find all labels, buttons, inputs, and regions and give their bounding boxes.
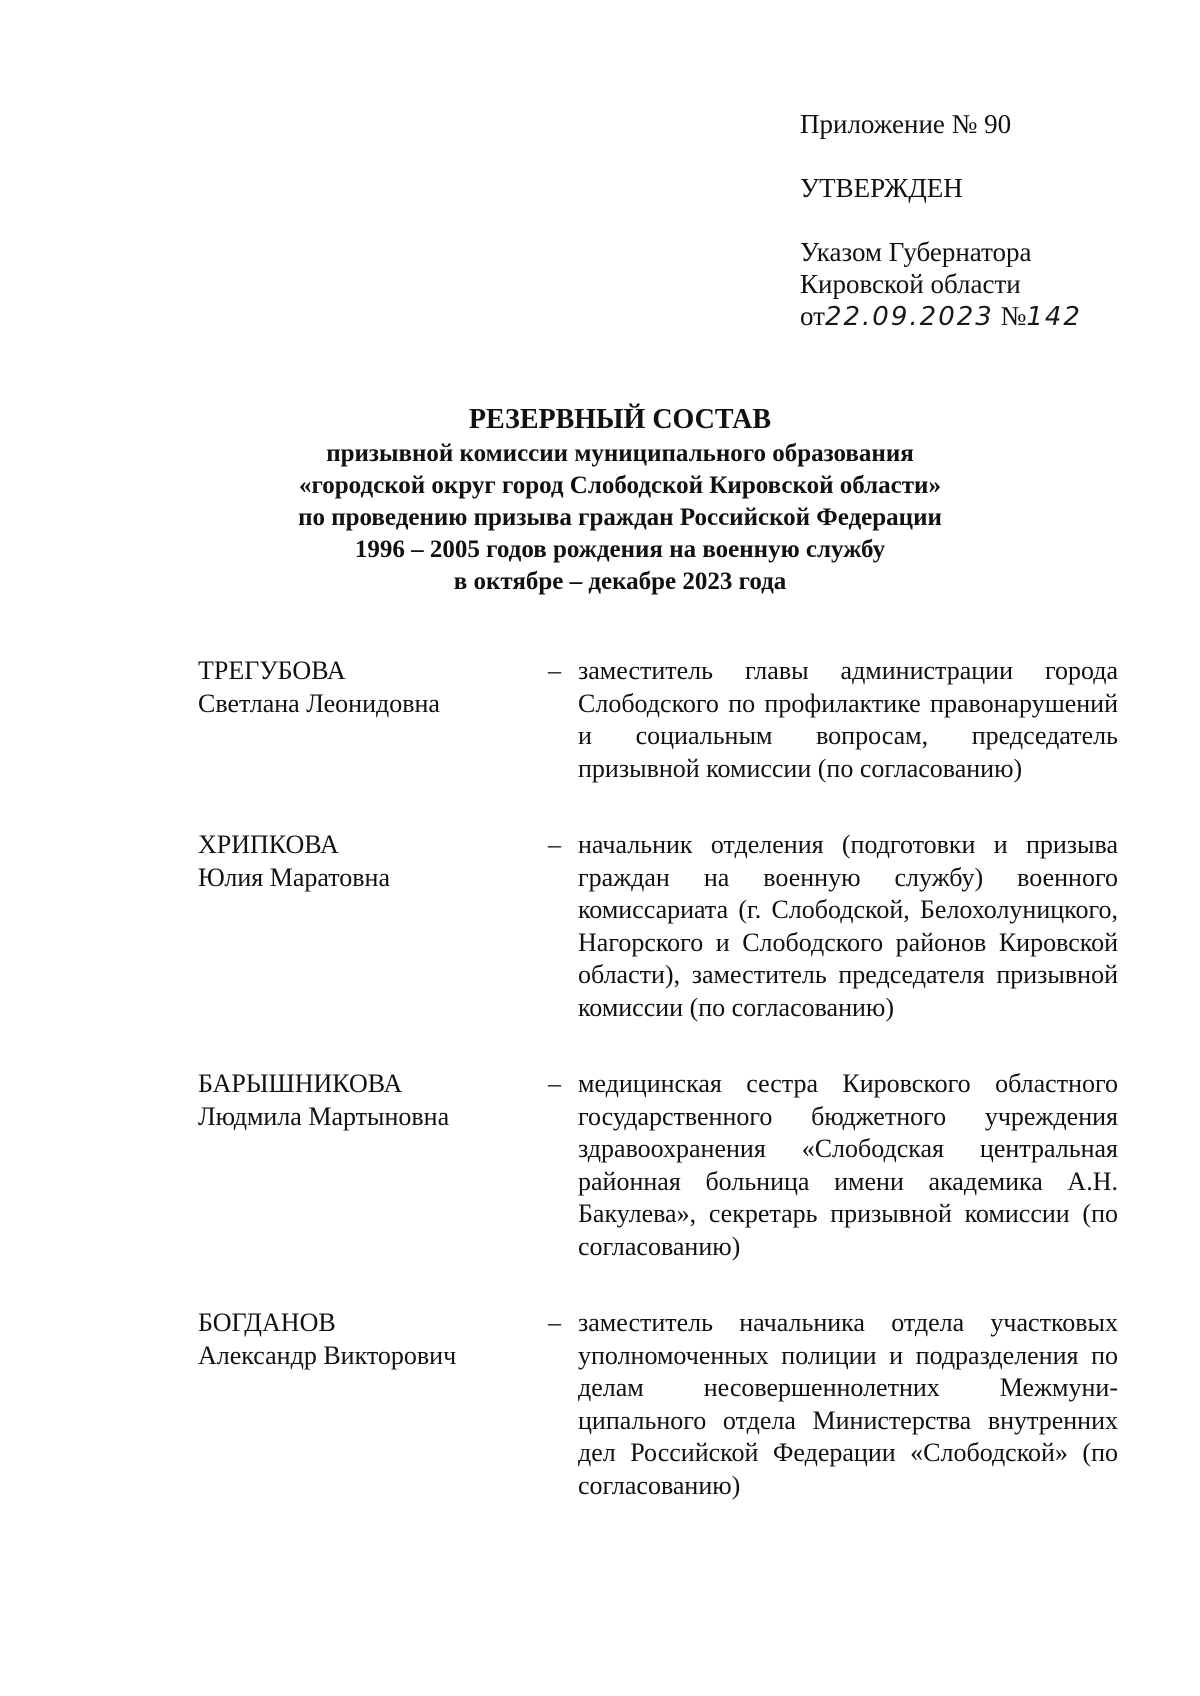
title-line: 1996 – 2005 годов рождения на военную службу bbox=[354, 536, 886, 563]
member-surname: ХРИПКОВА bbox=[198, 830, 339, 859]
member-name bbox=[198, 1068, 548, 1133]
member-given-names: Светлана Леонидовна bbox=[198, 688, 440, 718]
member-role: медицинская сестра Кировского областного государственного бюджетного учреждения здравоохранения «Слободская центральная районная больница имени академика А.Н. Бакулева», секретарь призывной комиссии (по согласованию) bbox=[578, 1069, 1118, 1261]
members-list bbox=[198, 655, 1118, 1546]
member-surname: ТРЕГУБОВА bbox=[198, 656, 346, 685]
member-entry bbox=[198, 655, 1118, 785]
approved-label: УТВЕРЖДЕН bbox=[800, 173, 963, 203]
title-line: по проведению призыва граждан Российской Федерации bbox=[298, 504, 942, 531]
member-surname: БОГДАНОВ bbox=[198, 1308, 336, 1337]
member-given-names: Юлия Маратовна bbox=[198, 862, 391, 892]
member-name bbox=[198, 1307, 548, 1372]
member-entry bbox=[198, 1307, 1118, 1502]
handwritten-date: 22.09.2023 bbox=[824, 302, 994, 332]
decree-line-2: Кировской области bbox=[800, 269, 1021, 299]
member-name bbox=[198, 655, 548, 720]
title-line: в октябре – декабре 2023 года bbox=[453, 568, 787, 595]
member-entry bbox=[198, 1068, 1118, 1263]
member-dash: – bbox=[548, 830, 561, 859]
member-name bbox=[198, 829, 548, 894]
member-dash: – bbox=[548, 1308, 561, 1337]
member-dash: – bbox=[548, 656, 561, 685]
document-title bbox=[120, 404, 1120, 598]
member-given-names: Людмила Мартыновна bbox=[198, 1101, 450, 1131]
decree-line-1: Указом Губернатора bbox=[800, 237, 1032, 267]
title-main: РЕЗЕРВНЫЙ СОСТАВ bbox=[468, 404, 772, 435]
handwritten-number: 142 bbox=[1026, 302, 1082, 332]
appendix-number: Приложение № 90 bbox=[800, 109, 1012, 139]
member-role: начальник отделения (подготовки и призыва граждан на военную службу) военного комиссариата (г. Слободской, Белохолуницкого, Нагорского и Слободского районов Кировской области), заместитель председателя призывной комиссии (по согласованию) bbox=[578, 830, 1118, 1022]
decree-date-line bbox=[800, 300, 1160, 333]
member-role: заместитель начальника отдела участковых уполномоченных полиции и подразделения по делам несовершеннолетних Межмуниципального отдела Министерства внутренних дел Российской Федерации «Слободской» (по согласованию) bbox=[578, 1308, 1118, 1500]
date-prefix: от bbox=[800, 301, 825, 331]
member-role: заместитель главы администрации города Слободского по профилактике правонарушений и социальным вопросам, председатель призывной комиссии (по согласованию) bbox=[578, 656, 1118, 783]
approval-stamp-block bbox=[800, 108, 1160, 333]
title-line: призывной комиссии муниципального образования bbox=[326, 440, 914, 467]
member-entry bbox=[198, 829, 1118, 1024]
title-line: «городской округ город Слободской Кировской области» bbox=[299, 472, 941, 499]
number-prefix: № bbox=[1000, 301, 1027, 331]
member-dash: – bbox=[548, 1069, 561, 1098]
member-surname: БАРЫШНИКОВА bbox=[198, 1069, 403, 1098]
member-given-names: Александр Викторович bbox=[198, 1340, 457, 1370]
